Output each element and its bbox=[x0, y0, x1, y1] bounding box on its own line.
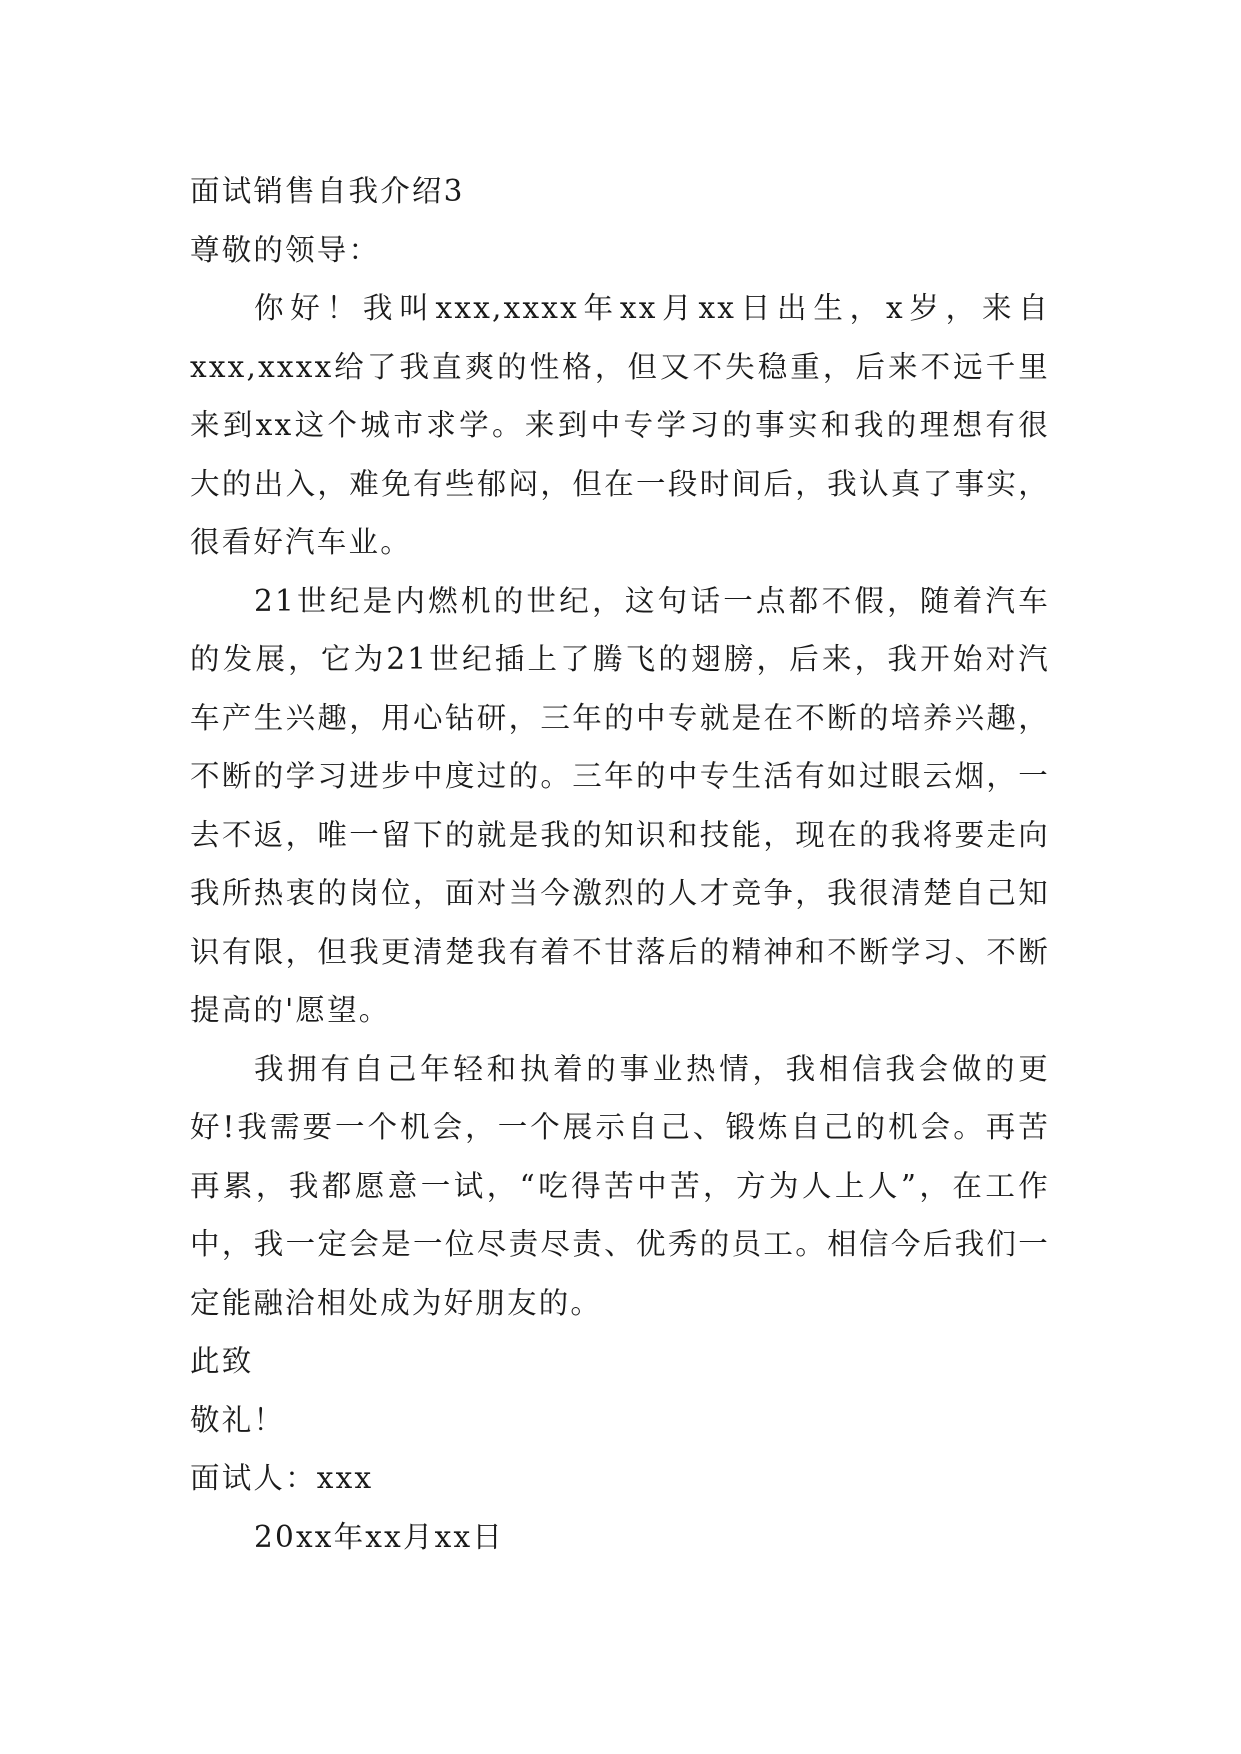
paragraph-intro: 你好！我叫xxx,xxxx年xx月xx日出生，x岁，来自xxx,xxxx给了我直爽的性格，但又不失稳重，后来不远千里来到xx这个城市求学。来到中专学习的事实和我的理想有很大的出入，难免有些郁闷，但在一段时间后，我认真了事实，很看好汽车业。 bbox=[190, 291, 1050, 559]
paragraph-commitment: 我拥有自己年轻和执着的事业热情，我相信我会做的更好!我需要一个机会，一个展示自己、锻炼自己的机会。再苦再累，我都愿意一试，“吃得苦中苦，方为人上人”，在工作中，我一定会是一位尽责尽责、优秀的员工。相信今后我们一定能融洽相处成为好朋友的。 bbox=[190, 1051, 1050, 1320]
date-line: 20xx年xx月xx日 bbox=[254, 1519, 505, 1554]
closing-line-1: 此致 bbox=[190, 1344, 254, 1378]
paragraph-experience: 21世纪是内燃机的世纪，这句话一点都不假，随着汽车的发展，它为21世纪插上了腾飞的翅膀，后来，我开始对汽车产生兴趣，用心钻研，三年的中专就是在不断的培养兴趣，不断的学习进步中度过的。三年的中专生活有如过眼云烟，一去不返，唯一留下的就是我的知识和技能，现在的我将要走向我所热衷的岗位，面对当今激烈的人才竞争，我很清楚自己知识有限，但我更清楚我有着不甘落后的精神和不断学习、不断提高的'愿望。 bbox=[190, 583, 1050, 1027]
closing-line-2: 敬礼！ bbox=[190, 1402, 286, 1437]
document-body bbox=[190, 162, 1050, 1566]
document-title: 面试销售自我介绍3 bbox=[190, 174, 465, 208]
salutation: 尊敬的领导： bbox=[190, 232, 381, 267]
signature: 面试人：xxx bbox=[190, 1461, 374, 1495]
